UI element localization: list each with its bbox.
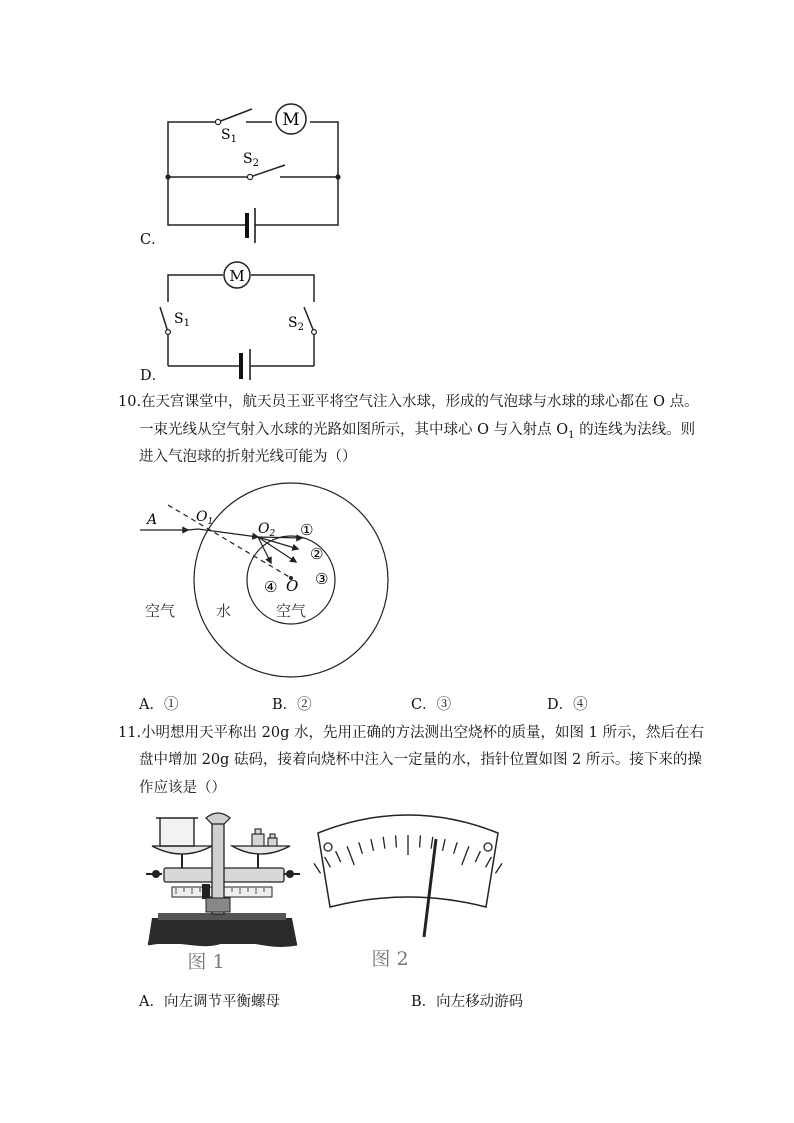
circuit-c-motor-label: M bbox=[282, 110, 300, 130]
label-center-o: O bbox=[286, 577, 299, 595]
q10-stem-line1: 10.在天宫课堂中，航天员王亚平将空气注入水球，形成的气泡球与水球的球心都在 O 点。 bbox=[118, 394, 699, 410]
q10-stem-line3: 进入气泡球的折射光线可能为（） bbox=[139, 449, 357, 465]
dial-tick bbox=[396, 835, 397, 847]
label-point-a: A bbox=[147, 512, 158, 528]
ray-label-1: ① bbox=[300, 521, 314, 539]
region-label-outer-air: 空气 bbox=[145, 602, 176, 620]
circuit-d-switch2-label: $S_2$ bbox=[288, 315, 304, 333]
q11-stem-line1: 11.小明想用天平称出 20g 水，先用正确的方法测出空烧杯的质量，如图 1 所示，然后在右 bbox=[118, 725, 704, 741]
q10-option-b[interactable]: B．② bbox=[272, 697, 312, 713]
dial-tick bbox=[495, 863, 502, 873]
q10-light-ray-diagram bbox=[130, 478, 430, 678]
rider-icon bbox=[202, 884, 210, 899]
circuit-c-switch2-label: $S_2$ bbox=[243, 151, 259, 169]
q10-option-c[interactable]: C．③ bbox=[411, 697, 452, 713]
circuit-d-diagram bbox=[120, 255, 360, 380]
weights-icon bbox=[252, 829, 277, 846]
beaker-icon bbox=[160, 818, 194, 846]
q11-balance-figure bbox=[140, 810, 305, 980]
q11-option-a[interactable]: A．向左调节平衡螺母 bbox=[139, 994, 280, 1010]
ray-label-2: ② bbox=[310, 545, 324, 563]
q10-stem-line2: 一束光线从空气射入水球的光路如图所示，其中球心 O 与入射点 $O_1$ 的连线为法线。则 bbox=[139, 422, 696, 441]
circuit-c-switch1-label: $S_1$ bbox=[221, 127, 237, 145]
fig2-caption: 图 2 bbox=[371, 948, 409, 970]
fig1-caption: 图 1 bbox=[187, 951, 225, 973]
circuit-d-switch1-label: $S_1$ bbox=[174, 311, 190, 329]
q11-stem-line3: 作应该是（） bbox=[139, 780, 226, 796]
label-point-o2: $O_2$ bbox=[258, 521, 276, 539]
region-label-bubble-air: 空气 bbox=[276, 602, 307, 620]
dial-tick bbox=[314, 863, 321, 873]
q11-option-b[interactable]: B．向左移动游码 bbox=[411, 994, 524, 1010]
label-point-o1: $O_1$ bbox=[196, 509, 214, 527]
ray-label-3: ③ bbox=[315, 570, 329, 588]
circuit-d-option-label: D． bbox=[140, 368, 167, 384]
region-label-water: 水 bbox=[216, 602, 232, 620]
circuit-d-motor-label: M bbox=[229, 267, 245, 285]
q10-option-d[interactable]: D．④ bbox=[547, 697, 588, 713]
dial-tick bbox=[420, 835, 421, 847]
ray-label-4: ④ bbox=[264, 578, 278, 596]
circuit-c-option-label: C． bbox=[140, 232, 166, 248]
q10-option-a[interactable]: A．① bbox=[139, 697, 179, 713]
q11-pointer-dial-figure bbox=[308, 805, 508, 980]
q11-stem-line2: 盘中增加 20g 砝码，接着向烧杯中注入一定量的水，指针位置如图 2 所示。接下来的操 bbox=[139, 752, 702, 768]
